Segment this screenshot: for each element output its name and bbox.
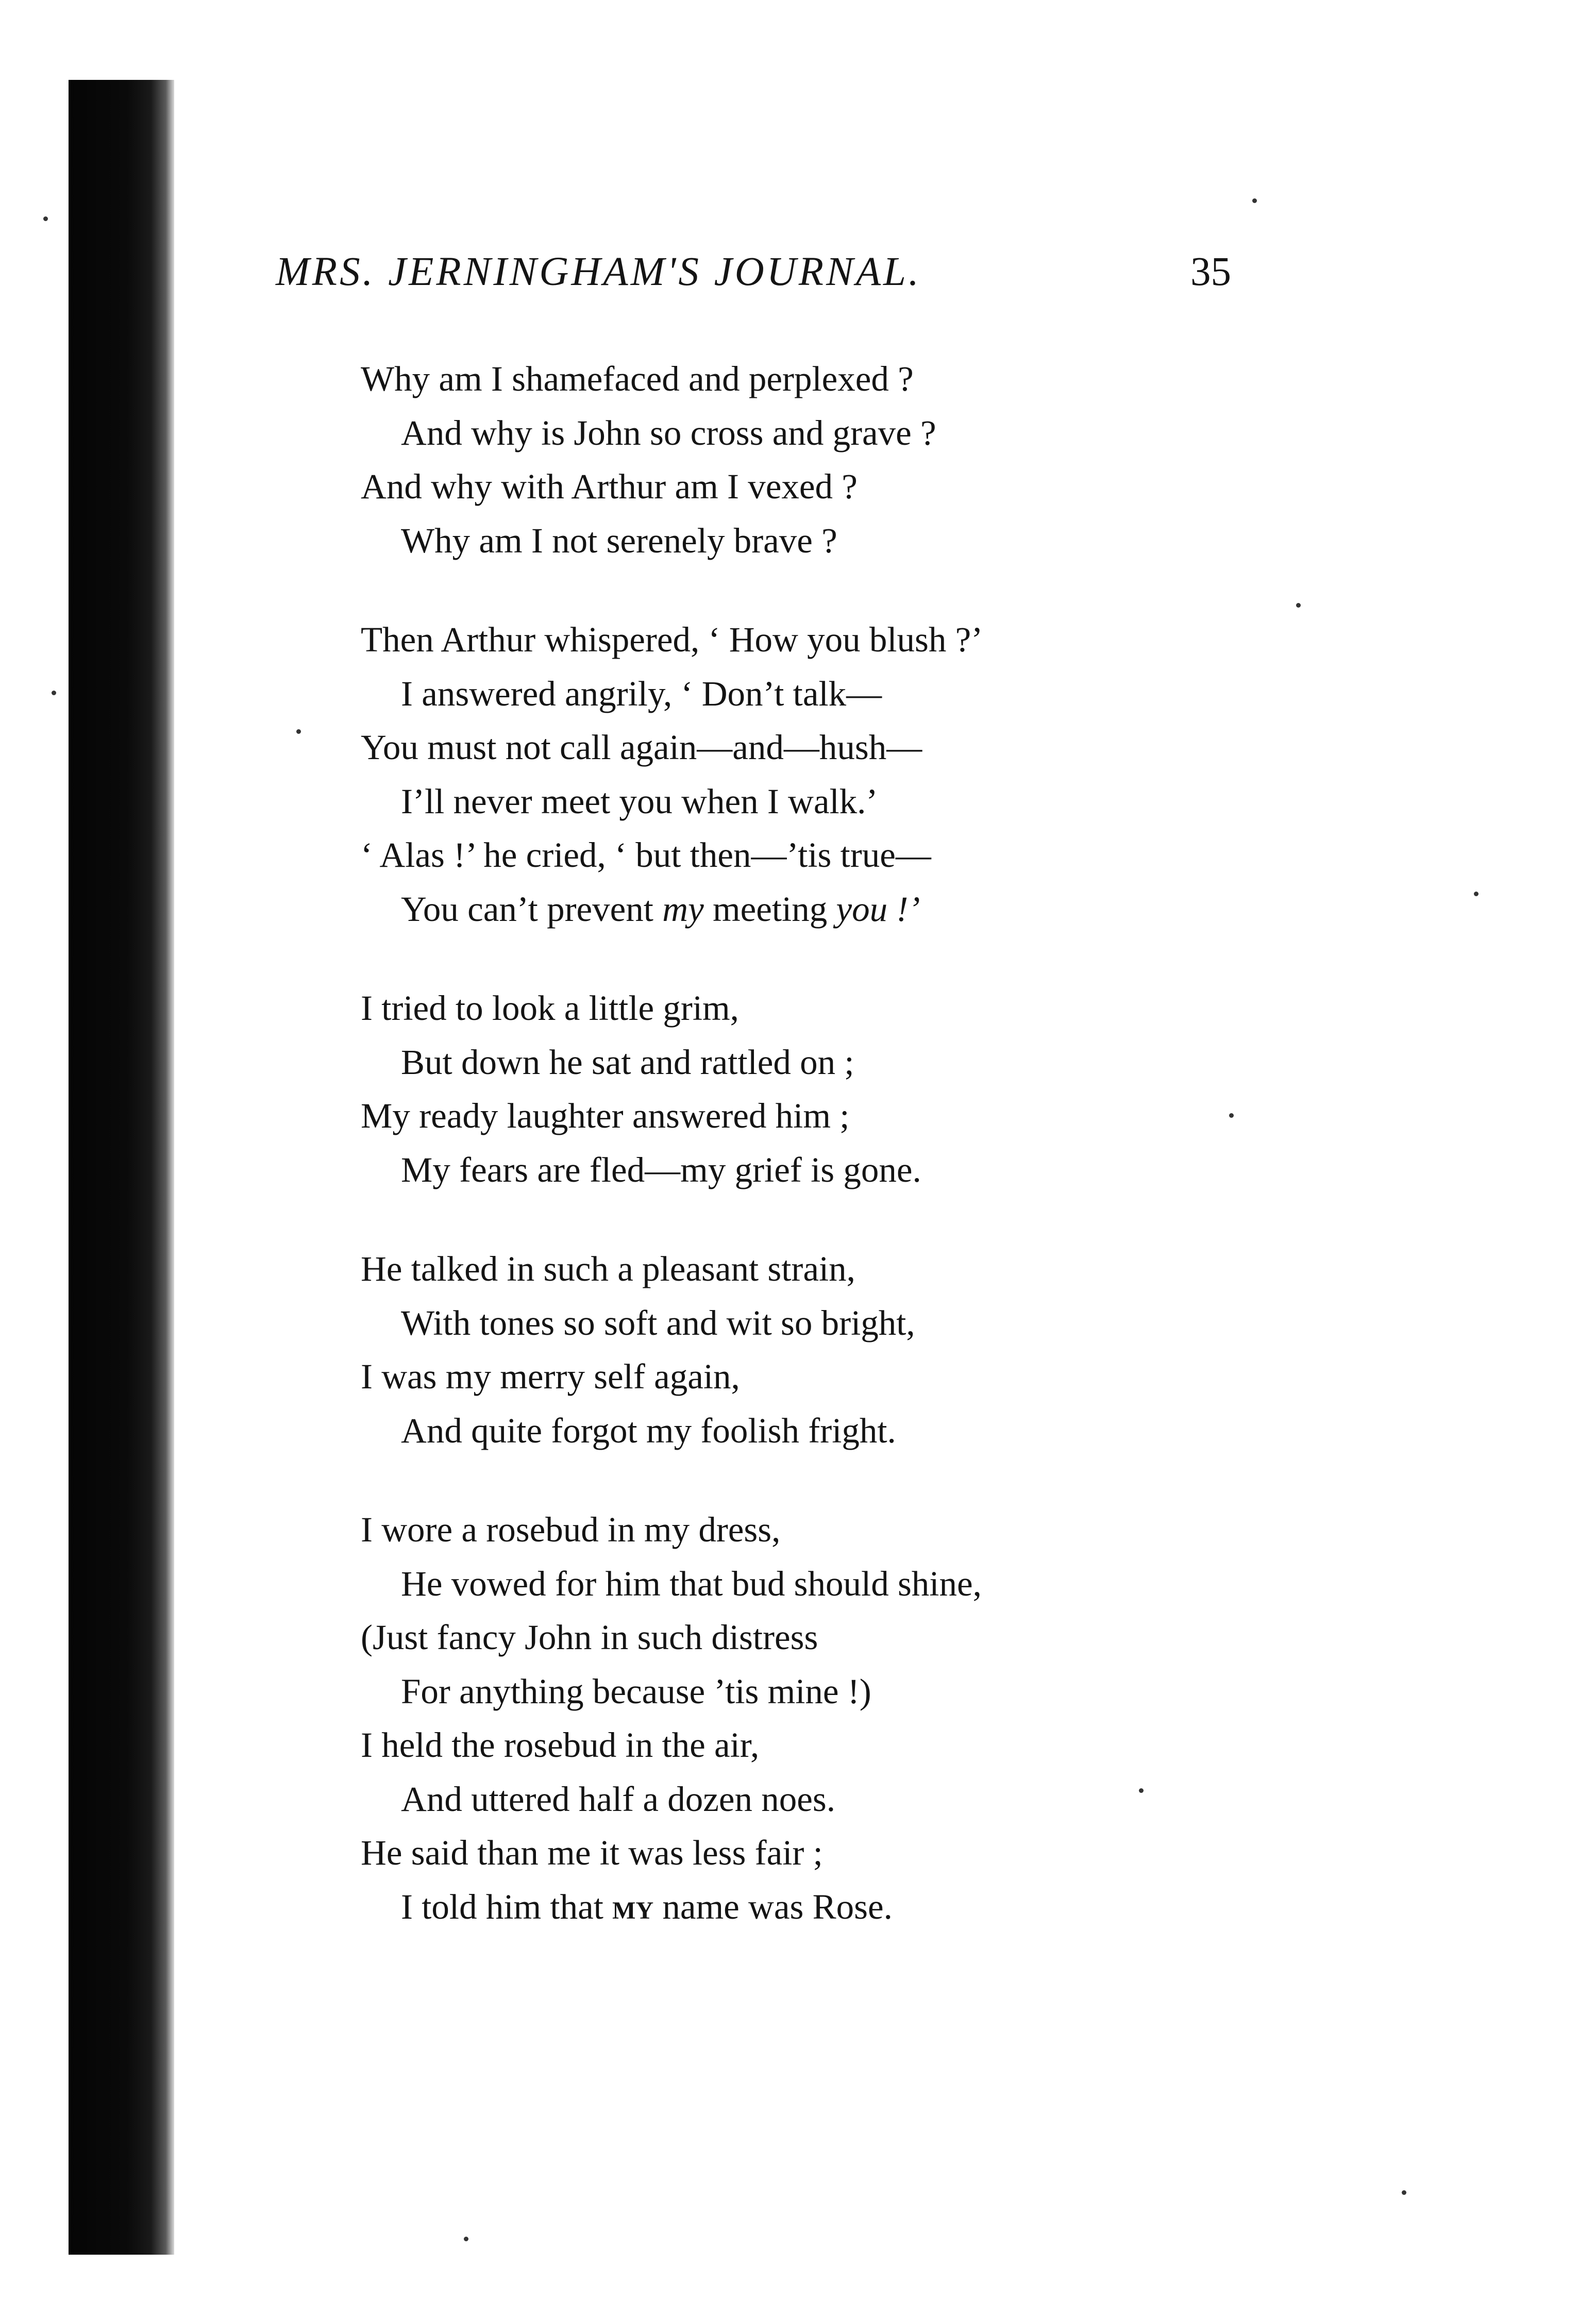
verse-line: And why with Arthur am I vexed ?: [361, 467, 858, 506]
print-speck: [1402, 2190, 1406, 2195]
verse-line: Why am I shamefaced and perplexed ?: [361, 359, 914, 398]
stanza-1: [361, 352, 983, 567]
verse-line: You must not call again—and—hush—: [361, 728, 922, 767]
stanza-4: [361, 1242, 983, 1457]
verse-line: (Just fancy John in such distress: [361, 1618, 818, 1657]
verse-line: He said than me it was less fair ;: [361, 1833, 823, 1872]
verse-line: And uttered half a dozen noes.: [401, 1779, 836, 1819]
print-speck: [464, 2237, 468, 2241]
verse-line: With tones so soft and wit so bright,: [401, 1303, 915, 1343]
italic-word: you !’: [836, 889, 920, 929]
verse-text: name was Rose.: [653, 1887, 893, 1926]
print-speck: [1139, 1788, 1144, 1793]
print-speck: [1229, 1113, 1234, 1118]
verse-line: Then Arthur whispered, ‘ How you blush ?’: [361, 620, 983, 659]
print-speck: [1252, 198, 1257, 203]
verse-line: ‘ Alas !’ he cried, ‘ but then—’tis true—: [361, 835, 931, 875]
stanza-5: [361, 1503, 983, 1934]
verse-line: My fears are fled—my grief is gone.: [401, 1150, 921, 1189]
stanza-3: [361, 981, 983, 1197]
verse-text: You can’t prevent: [401, 889, 663, 929]
verse-line: And quite forgot my foolish fright.: [401, 1411, 896, 1450]
page-number: 35: [1190, 249, 1231, 294]
verse-line: I was my merry self again,: [361, 1357, 740, 1396]
verse-line: I’ll never meet you when I walk.’: [401, 781, 878, 821]
verse-line: He vowed for him that bud should shine,: [401, 1564, 982, 1603]
italic-word: my: [662, 889, 704, 929]
verse-line: I wore a rosebud in my dress,: [361, 1510, 781, 1549]
verse-line: I held the rosebud in the air,: [361, 1725, 760, 1765]
verse-line: I answered angrily, ‘ Don’t talk—: [401, 674, 882, 713]
print-speck: [1474, 892, 1479, 896]
print-speck: [1296, 603, 1301, 608]
small-caps-word: my: [612, 1887, 654, 1926]
poem-body: [361, 352, 983, 1979]
verse-text: I told him that: [401, 1887, 613, 1926]
verse-line-emphasis: [361, 882, 983, 936]
print-speck: [296, 729, 301, 734]
verse-line: Why am I not serenely brave ?: [401, 521, 837, 560]
verse-line: For anything because ’tis mine !): [401, 1671, 871, 1711]
verse-line: My ready laughter answered him ;: [361, 1096, 850, 1135]
print-speck: [43, 216, 48, 221]
verse-line-smallcaps: [361, 1880, 983, 1934]
stanza-2: [361, 613, 983, 936]
book-spine-shadow: [69, 80, 174, 2255]
print-speck: [52, 691, 56, 695]
verse-text: meeting: [703, 889, 836, 929]
verse-line: I tried to look a little grim,: [361, 988, 739, 1028]
running-title: MRS. JERNINGHAM'S JOURNAL.: [276, 249, 921, 294]
verse-line: He talked in such a pleasant strain,: [361, 1249, 855, 1288]
verse-line: And why is John so cross and grave ?: [401, 413, 936, 452]
verse-line: But down he sat and rattled on ;: [401, 1042, 854, 1082]
